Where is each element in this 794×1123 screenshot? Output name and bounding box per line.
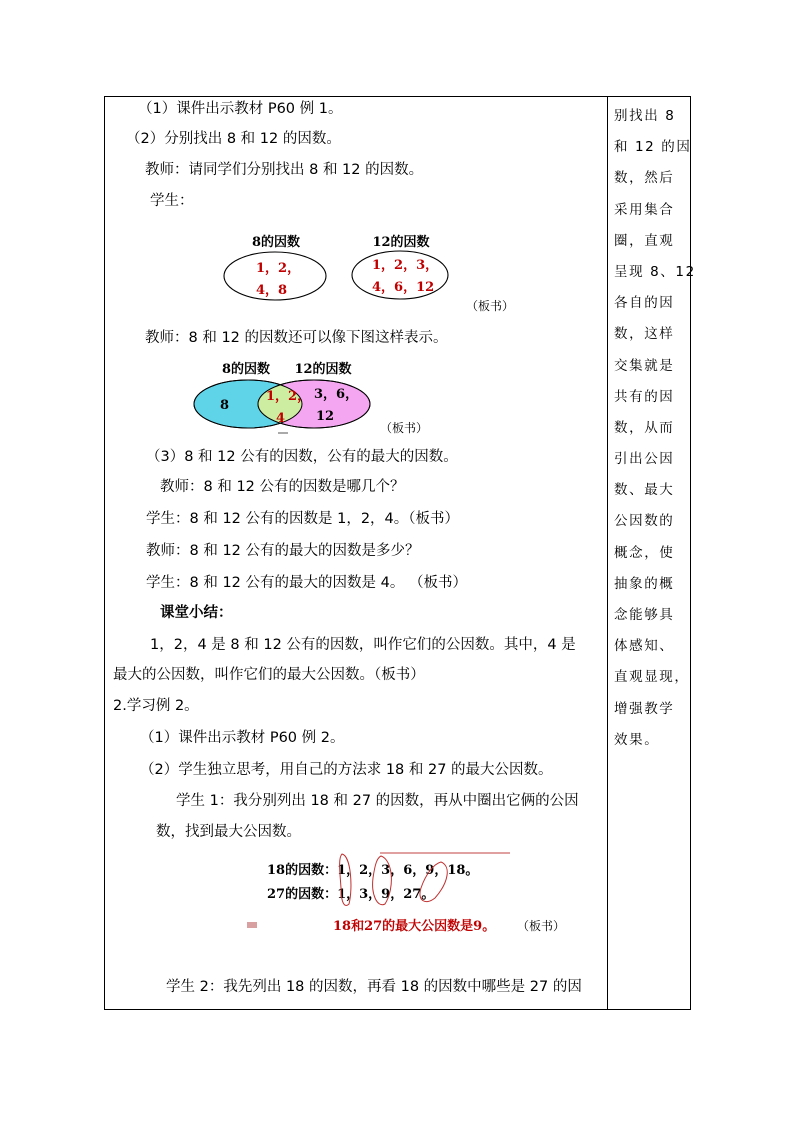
note-line: 数、最大: [614, 482, 675, 499]
line-5: 教师：8 和 12 的因数还可以像下图这样表示。: [145, 330, 448, 346]
line-13: 最大的公因数，叫作它们的最大公因数。（板书）: [113, 667, 425, 683]
fig1-title-12: 12的因数: [372, 235, 430, 250]
column-divider: [607, 96, 608, 1010]
figure-factor-circles: [245, 848, 565, 938]
fig2-only-8: 8: [220, 398, 230, 413]
note-line: 抽象的概: [614, 575, 675, 592]
line-2: （2）分别找出 8 和 12 的因数。: [126, 131, 341, 147]
line-1: （1）课件出示教材 P60 例 1。: [138, 101, 343, 117]
note-line: 交集就是: [614, 357, 675, 374]
note-line: 别找出 8: [614, 108, 676, 124]
note-line: 采用集合: [614, 201, 675, 218]
note-line: 数，从而: [614, 419, 675, 436]
note-line: 数，然后: [614, 170, 675, 187]
fig2-title-12: 12的因数: [294, 362, 352, 377]
line-10: 学生：8 和 12 公有的最大的因数是 4。 （板书）: [146, 575, 467, 591]
line-7: 教师：8 和 12 公有的因数是哪几个？: [160, 479, 405, 495]
line-18: 数，找到最大公因数。: [156, 824, 301, 840]
fig1-title-8: 8的因数: [251, 235, 301, 250]
design-notes-column: [614, 101, 696, 756]
fig3-row-18: 18的因数：1，2，3，6，9，18。: [267, 863, 479, 878]
note-line: 效果。: [614, 731, 660, 748]
note-line: 公因数的: [614, 513, 675, 530]
figure-venn-diagram: [190, 358, 430, 438]
fig2-common-row1: 1，2，: [266, 389, 311, 404]
fig3-row-27: 27的因数：1，3，9，27。: [267, 887, 435, 902]
figure-separate-sets: [218, 228, 528, 320]
fig2-title-8: 8的因数: [221, 362, 271, 377]
fig1-note: （板书）: [466, 299, 515, 313]
fig3-note: （板书）: [517, 919, 566, 933]
fig2-note: （板书）: [380, 421, 429, 435]
note-line: 和 12 的因: [614, 139, 692, 156]
line-17: 学生 1：我分别列出 18 和 27 的因数，再从中圈出它俩的公因: [176, 793, 579, 809]
line-3: 教师：请同学们分别找出 8 和 12 的因数。: [145, 162, 424, 178]
line-19: 学生 2：我先列出 18 的因数，再看 18 的因数中哪些是 27 的因: [166, 979, 582, 995]
note-line: 体感知、: [614, 638, 675, 655]
line-4: 学生：: [150, 193, 194, 209]
note-line: 呈现 8、12: [614, 263, 696, 280]
fig2-common-row2: 4: [276, 411, 286, 426]
line-12: 1，2，4 是 8 和 12 公有的因数，叫作它们的公因数。其中，4 是: [150, 637, 576, 653]
fig2-only-12-row2: 12: [316, 409, 335, 424]
note-line: 数，这样: [614, 326, 675, 343]
note-line: 共有的因: [614, 388, 675, 405]
note-line: 引出公因: [614, 451, 675, 468]
note-line: 直观显现，: [614, 669, 690, 686]
line-9: 教师：8 和 12 公有的最大的因数是多少？: [146, 543, 420, 559]
note-line: 各自的因: [614, 295, 675, 312]
line-14: 2.学习例 2。: [113, 698, 199, 714]
fig3-result: 18和27的最大公因数是9。: [333, 919, 496, 934]
note-line: 念能够具: [614, 607, 675, 623]
note-line: 增强教学: [614, 700, 675, 717]
line-6: （3）8 和 12 公有的因数，公有的最大的因数。: [146, 449, 458, 465]
note-line: 圈，直观: [614, 232, 675, 249]
line-15: （1）课件出示教材 P60 例 2。: [140, 730, 345, 746]
fig2-only-12-row1: 3，6，: [314, 387, 359, 402]
line-8: 学生：8 和 12 公有的因数是 1，2，4。（板书）: [146, 511, 460, 527]
fig1-factors-8-row2: 4，8: [256, 283, 288, 298]
summary-heading: 课堂小结：: [160, 604, 233, 621]
fig1-factors-8-row1: 1，2，: [256, 261, 301, 276]
fig1-factors-12-row1: 1，2，3，: [372, 258, 439, 273]
note-line: 概念，使: [614, 544, 675, 561]
fig1-factors-12-row2: 4，6，12: [372, 280, 435, 295]
line-16: （2）学生独立思考，用自己的方法求 18 和 27 的最大公因数。: [140, 762, 553, 778]
